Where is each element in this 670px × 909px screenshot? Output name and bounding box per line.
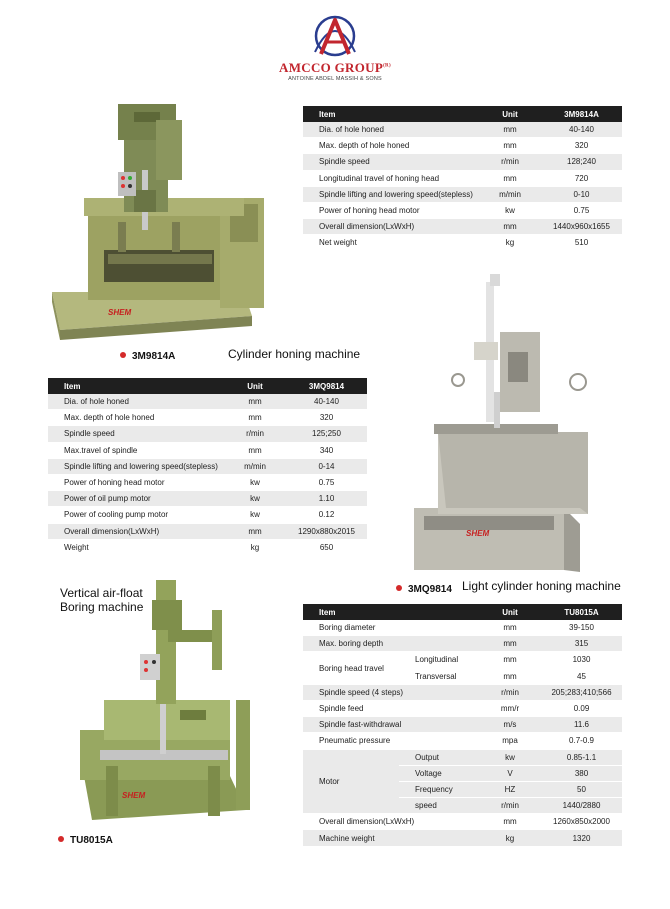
cell-item: Pneumatic pressure [303,733,479,749]
table-row [303,154,622,170]
header-model: 3M9814A [541,106,622,122]
cylinder-honing-machine-image [48,100,270,345]
cell-item: Boring head travel [303,652,399,684]
company-logo [270,14,400,84]
table-row [303,219,622,235]
shem-plate-3: SHEM [122,791,146,800]
cell-value: 0.85-1.1 [541,749,622,765]
cell-item: Spindle speed [48,426,224,442]
cell-value: 1440/2880 [541,798,622,814]
table-row [48,523,367,539]
cell-unit: mm [479,122,541,138]
cell-item: Motor [303,749,399,814]
cell-subitem: Frequency [399,781,479,797]
cell-subitem: Voltage [399,765,479,781]
machine-caption-tu8015a-line1: Vertical air-float [60,586,143,600]
cell-unit: mm [479,620,541,636]
cell-unit: m/s [479,717,541,733]
cell-item: Longitudinal travel of honing head [303,170,479,186]
table-row [303,138,622,154]
table-row [303,652,622,668]
cell-item: Spindle fast-withdrawal [303,717,479,733]
header-unit: Unit [479,604,541,620]
table-row [48,539,367,555]
spec-table-tu8015a [303,604,622,847]
cell-item: Spindle speed [303,154,479,170]
cell-unit: HZ [479,781,541,797]
cell-unit: mm [479,138,541,154]
cell-unit: kw [479,749,541,765]
machine-label-3m9814a [120,346,175,364]
cell-unit: mm [479,668,541,684]
brand-name-text: AMCCO GROUP [279,60,384,75]
cell-item: Overall dimension(LxWxH) [303,814,479,830]
cell-subitem: Output [399,749,479,765]
cell-unit: m/min [479,186,541,202]
table-row [303,202,622,218]
cell-value: 11.6 [541,717,622,733]
cell-unit: mm [224,410,286,426]
cell-unit: mm [224,523,286,539]
cell-item: Spindle feed [303,700,479,716]
cell-item: Power of honing head motor [303,202,479,218]
cell-unit: kw [224,491,286,507]
cell-value: 1440x960x1655 [541,219,622,235]
table-row [303,186,622,202]
cell-unit: mm [479,170,541,186]
cell-unit: kw [224,474,286,490]
table-row [303,700,622,716]
cell-unit: kw [479,202,541,218]
cell-value: 720 [541,170,622,186]
table-row [303,235,622,251]
cell-value: 39-150 [541,620,622,636]
cell-value: 0-14 [286,458,367,474]
cell-item: Dia. of hole honed [48,394,224,410]
cell-value: 380 [541,765,622,781]
header-model: TU8015A [541,604,622,620]
cell-unit: V [479,765,541,781]
table-row [303,636,622,652]
brand-subtitle: ANTOINE ABDEL MASSIH & SONS [288,76,382,82]
brand-name [270,60,400,76]
table-row [303,170,622,186]
cell-unit: mm [479,814,541,830]
cell-unit: mm [479,219,541,235]
spec-table-header [303,106,622,122]
cell-item: Spindle lifting and lowering speed(stepless) [303,186,479,202]
cell-value: 315 [541,636,622,652]
vertical-boring-machine-image [60,570,270,830]
cell-unit: kg [479,830,541,846]
table-row [48,410,367,426]
cell-unit: m/min [224,458,286,474]
cell-value: 1290x880x2015 [286,523,367,539]
table-row [303,620,622,636]
cell-item: Power of cooling pump motor [48,507,224,523]
cell-item: Max.travel of spindle [48,442,224,458]
cell-unit: mm [479,636,541,652]
cell-item: Max. boring depth [303,636,479,652]
cell-unit: r/min [479,798,541,814]
cell-value: 1260x850x2000 [541,814,622,830]
cell-value: 320 [286,410,367,426]
cell-unit: mm [479,652,541,668]
registered-mark: (R) [383,63,391,69]
cell-unit: kg [224,539,286,555]
cell-value: 40-140 [286,394,367,410]
cell-subitem: Transversal [399,668,479,684]
table-row [48,442,367,458]
cell-unit: mm [224,394,286,410]
cell-item: Weight [48,539,224,555]
cell-value: 50 [541,781,622,797]
table-row [48,474,367,490]
table-row [48,507,367,523]
cell-item: Spindle lifting and lowering speed(stepless) [48,458,224,474]
cell-item: Net weight [303,235,479,251]
table-row [48,426,367,442]
cell-value: 0.12 [286,507,367,523]
amcco-emblem-icon [307,14,363,60]
machine-caption-3mq9814: Light cylinder honing machine [462,579,621,593]
cell-unit: r/min [479,684,541,700]
cell-value: 1.10 [286,491,367,507]
table-row [303,733,622,749]
table-row [303,814,622,830]
cell-value: 128;240 [541,154,622,170]
cell-item: Power of honing head motor [48,474,224,490]
table-row [303,830,622,846]
machine-caption-tu8015a-line2: Boring machine [60,600,144,614]
cell-value: 0-10 [541,186,622,202]
cell-unit: mm [224,442,286,458]
bullet-dot-icon [58,836,64,842]
model-name: 3M9814A [132,351,176,362]
spec-table-header [303,604,622,620]
header-model: 3MQ9814 [286,378,367,394]
table-row [303,717,622,733]
cell-value: 0.75 [286,474,367,490]
model-name: TU8015A [70,835,113,846]
cell-value: 1320 [541,830,622,846]
cell-value: 320 [541,138,622,154]
cell-item: Machine weight [303,830,479,846]
table-row [303,749,622,765]
cell-value: 340 [286,442,367,458]
cell-value: 0.09 [541,700,622,716]
header-unit: Unit [479,106,541,122]
table-row [303,684,622,700]
cell-item: Overall dimension(LxWxH) [48,523,224,539]
bullet-dot-icon [396,585,402,591]
cell-value: 0.7-0.9 [541,733,622,749]
spec-table-3m9814a [303,106,622,252]
cell-subitem: Longitudinal [399,652,479,668]
cell-unit: kw [224,507,286,523]
model-name: 3MQ9814 [408,584,452,595]
cell-item: Boring diameter [303,620,479,636]
shem-plate-1: SHEM [108,308,132,317]
machine-label-tu8015a [58,830,113,848]
cell-unit: mpa [479,733,541,749]
cell-value: 0.75 [541,202,622,218]
machine-caption-3m9814a: Cylinder honing machine [228,347,361,361]
cell-value: 45 [541,668,622,684]
cell-unit: mm/r [479,700,541,716]
table-row [303,122,622,138]
cell-value: 205;283;410;566 [541,684,622,700]
spec-table-3mq9814 [48,378,367,556]
cell-value: 510 [541,235,622,251]
machine-label-3mq9814 [396,579,452,597]
cell-value: 650 [286,539,367,555]
cell-unit: r/min [479,154,541,170]
cell-item: Power of oil pump motor [48,491,224,507]
header-item: Item [303,604,479,620]
cell-item: Spindle speed (4 steps) [303,684,479,700]
cell-value: 40-140 [541,122,622,138]
cell-item: Max. depth of hole honed [48,410,224,426]
header-unit: Unit [224,378,286,394]
cell-value: 125;250 [286,426,367,442]
header-item: Item [303,106,479,122]
light-cylinder-honing-machine-image [410,272,592,577]
table-row [48,458,367,474]
cell-item: Overall dimension(LxWxH) [303,219,479,235]
header-item: Item [48,378,224,394]
bullet-dot-icon [120,352,126,358]
cell-subitem: speed [399,798,479,814]
cell-item: Max. depth of hole honed [303,138,479,154]
cell-item: Dia. of hole honed [303,122,479,138]
table-row [48,491,367,507]
spec-table-header [48,378,367,394]
cell-unit: r/min [224,426,286,442]
shem-plate-2: SHEM [466,529,490,538]
cell-value: 1030 [541,652,622,668]
cell-unit: kg [479,235,541,251]
table-row [48,394,367,410]
